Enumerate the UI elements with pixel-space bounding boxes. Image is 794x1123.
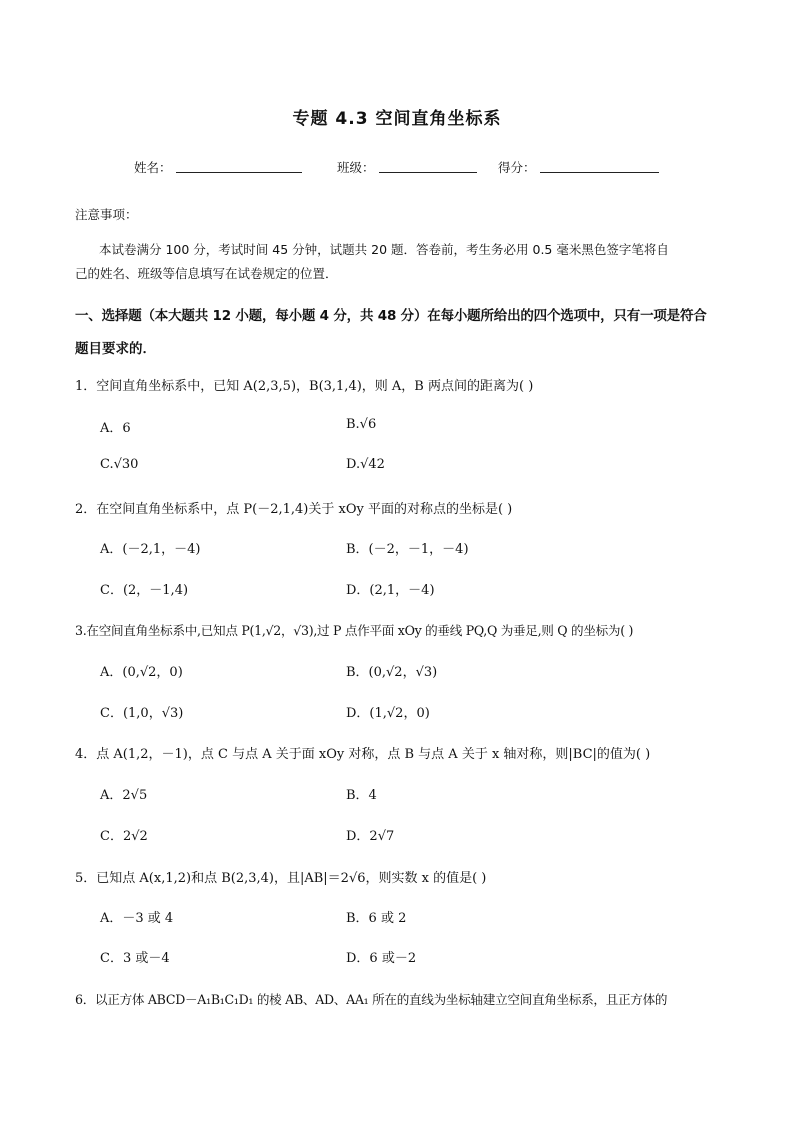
option-a[interactable]: A．6 xyxy=(100,421,131,436)
option-c[interactable]: C．3 或－4 xyxy=(100,951,170,966)
option-a[interactable]: A．2√5 xyxy=(100,788,148,803)
name-field[interactable] xyxy=(176,158,302,173)
option-b[interactable]: B．(0,√2，√3) xyxy=(346,665,438,680)
section-heading: 题目要求的． xyxy=(75,341,156,357)
option-c[interactable]: C.√30 xyxy=(100,457,139,472)
class-label: 班级： xyxy=(337,160,375,175)
option-c[interactable]: C．2√2 xyxy=(100,829,148,844)
name-label: 姓名： xyxy=(134,160,172,175)
class-field[interactable] xyxy=(379,158,477,173)
notice-heading: 注意事项： xyxy=(75,207,138,222)
option-c[interactable]: C．(2，－1,4) xyxy=(100,583,189,598)
option-a[interactable]: A．(－2,1，－4) xyxy=(100,542,201,557)
question-stem: 5．已知点 A(x,1,2)和点 B(2,3,4)，且|AB|＝2√6，则实数 x 的值是( ) xyxy=(75,871,487,886)
option-b[interactable]: B.√6 xyxy=(346,417,377,432)
option-d[interactable]: D.√42 xyxy=(346,457,385,472)
option-a[interactable]: A．(0,√2，0) xyxy=(100,665,183,680)
option-d[interactable]: D．(2,1，－4) xyxy=(346,583,435,598)
notice-line: 己的姓名、班级等信息填写在试卷规定的位置． xyxy=(75,266,338,281)
option-a[interactable]: A．－3 或 4 xyxy=(100,911,174,926)
question-stem: 6．以正方体 ABCD－A₁B₁C₁D₁ 的棱 AB、AD、AA₁ 所在的直线为坐标轴建立空间直角坐标系，且正方体的 xyxy=(75,992,668,1007)
option-b[interactable]: B．4 xyxy=(346,788,377,803)
option-d[interactable]: D．2√7 xyxy=(346,829,395,844)
option-d[interactable]: D．6 或－2 xyxy=(346,951,417,966)
question-stem: 3.在空间直角坐标系中,已知点 P(1,√2，√3),过 P 点作平面 xOy 的垂线 PQ,Q 为垂足,则 Q 的坐标为( ) xyxy=(75,623,634,638)
question-stem: 1．空间直角坐标系中，已知 A(2,3,5)，B(3,1,4)，则 A，B 两点间的距离为( ) xyxy=(75,379,534,394)
notice-line: 本试卷满分 100 分，考试时间 45 分钟，试题共 20 题．答卷前，考生务必用 0.5 毫米黑色签字笔将自 xyxy=(99,242,669,257)
page-title: 专题 4.3 空间直角坐标系 xyxy=(292,109,502,129)
option-c[interactable]: C．(1,0，√3) xyxy=(100,706,184,721)
score-label: 得分： xyxy=(498,160,536,175)
section-heading: 一、选择题（本大题共 12 小题，每小题 4 分，共 48 分）在每小题所给出的四个选项中，只有一项是符合 xyxy=(75,308,707,324)
question-stem: 4．点 A(1,2，－1)，点 C 与点 A 关于面 xOy 对称，点 B 与点 A 关于 x 轴对称，则|BC|的值为( ) xyxy=(75,747,651,762)
option-b[interactable]: B．(－2，－1，－4) xyxy=(346,542,469,557)
question-stem: 2．在空间直角坐标系中，点 P(－2,1,4)关于 xOy 平面的对称点的坐标是( ) xyxy=(75,502,513,517)
score-field[interactable] xyxy=(540,158,659,173)
option-d[interactable]: D．(1,√2，0) xyxy=(346,706,430,721)
option-b[interactable]: B．6 或 2 xyxy=(346,911,407,926)
